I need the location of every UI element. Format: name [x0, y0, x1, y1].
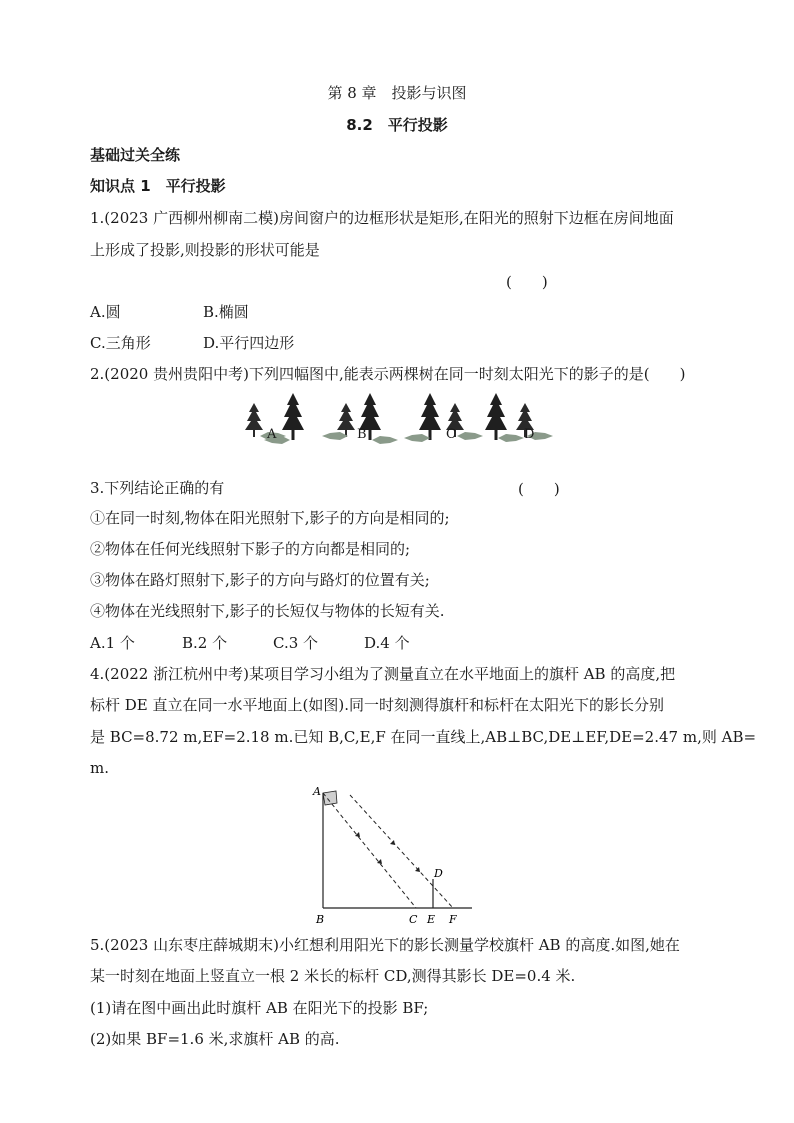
- q1-option-a: A.圆: [90, 303, 121, 321]
- knowledge-point-title: 知识点 1 平行投影: [90, 177, 226, 195]
- tree-group-d: [485, 393, 553, 442]
- q1-option-d: D.平行四边形: [203, 334, 295, 352]
- q4-line-3: 是 BC=8.72 m,EF=2.18 m.已知 B,C,E,F 在同一直线上,AB⊥BC,DE⊥EF,DE=2.47 m,则 AB=: [90, 728, 757, 746]
- section-title: 8.2 平行投影: [346, 116, 448, 134]
- q4-label-c: C: [409, 913, 418, 925]
- q1-option-c: C.三角形: [90, 334, 151, 352]
- q2-label-a: A: [267, 427, 277, 442]
- q1-option-b: B.椭圆: [203, 303, 249, 321]
- q4-line-1: 4.(2022 浙江杭州中考)某项目学习小组为了测量直立在水平地面上的旗杆 AB 的高度,把: [90, 665, 676, 683]
- q4-line-2: 标杆 DE 直立在同一水平地面上(如图).同一时刻测得旗杆和标杆在太阳光下的影长分别: [90, 696, 664, 714]
- q4-label-e: E: [427, 913, 436, 925]
- tree-group-c: [404, 393, 483, 442]
- q3-statement-3: ③物体在路灯照射下,影子的方向与路灯的位置有关;: [90, 571, 430, 589]
- q1-line-2: 上形成了投影,则投影的形状可能是: [90, 241, 320, 259]
- q3-option-a: A.1 个: [90, 634, 135, 652]
- q2-tree-figure: [240, 388, 560, 448]
- q3-option-b: B.2 个: [182, 634, 228, 652]
- q3-line-1: 3.下列结论正确的有: [90, 479, 225, 497]
- q3-answer-paren: ( ): [518, 480, 560, 498]
- q4-line-4: m.: [90, 759, 109, 777]
- q2-label-b: B: [357, 427, 367, 442]
- q3-option-c: C.3 个: [273, 634, 319, 652]
- q4-label-f: F: [449, 913, 457, 925]
- q5-line-4: (2)如果 BF=1.6 米,求旗杆 AB 的高.: [90, 1030, 340, 1048]
- q3-option-d: D.4 个: [364, 634, 410, 652]
- q2-line-1: 2.(2020 贵州贵阳中考)下列四幅图中,能表示两棵树在同一时刻太阳光下的影子的是( ): [90, 365, 686, 383]
- q4-label-a: A: [313, 785, 321, 798]
- q1-answer-paren: ( ): [506, 273, 548, 291]
- q3-statement-4: ④物体在光线照射下,影子的长短仅与物体的长短有关.: [90, 602, 445, 620]
- q5-line-1: 5.(2023 山东枣庄薛城期末)小红想利用阳光下的影长测量学校旗杆 AB 的高度.如图,她在: [90, 936, 680, 954]
- q3-statement-1: ①在同一时刻,物体在阳光照射下,影子的方向是相同的;: [90, 509, 450, 527]
- q4-label-d: D: [434, 867, 443, 880]
- q4-flagpole-figure: [310, 783, 480, 925]
- q3-statement-2: ②物体在任何光线照射下影子的方向都是相同的;: [90, 540, 411, 558]
- q2-label-c: C: [446, 427, 456, 442]
- part-title: 基础过关全练: [90, 146, 181, 164]
- q5-line-3: (1)请在图中画出此时旗杆 AB 在阳光下的投影 BF;: [90, 999, 429, 1017]
- q4-label-b: B: [316, 913, 325, 925]
- q5-line-2: 某一时刻在地面上竖直立一根 2 米长的标杆 CD,测得其影长 DE=0.4 米.: [90, 967, 576, 985]
- q1-line-1: 1.(2023 广西柳州柳南二模)房间窗户的边框形状是矩形,在阳光的照射下边框在房间地面: [90, 209, 674, 227]
- q2-label-d: D: [524, 427, 535, 442]
- chapter-title: 第 8 章 投影与识图: [327, 84, 467, 102]
